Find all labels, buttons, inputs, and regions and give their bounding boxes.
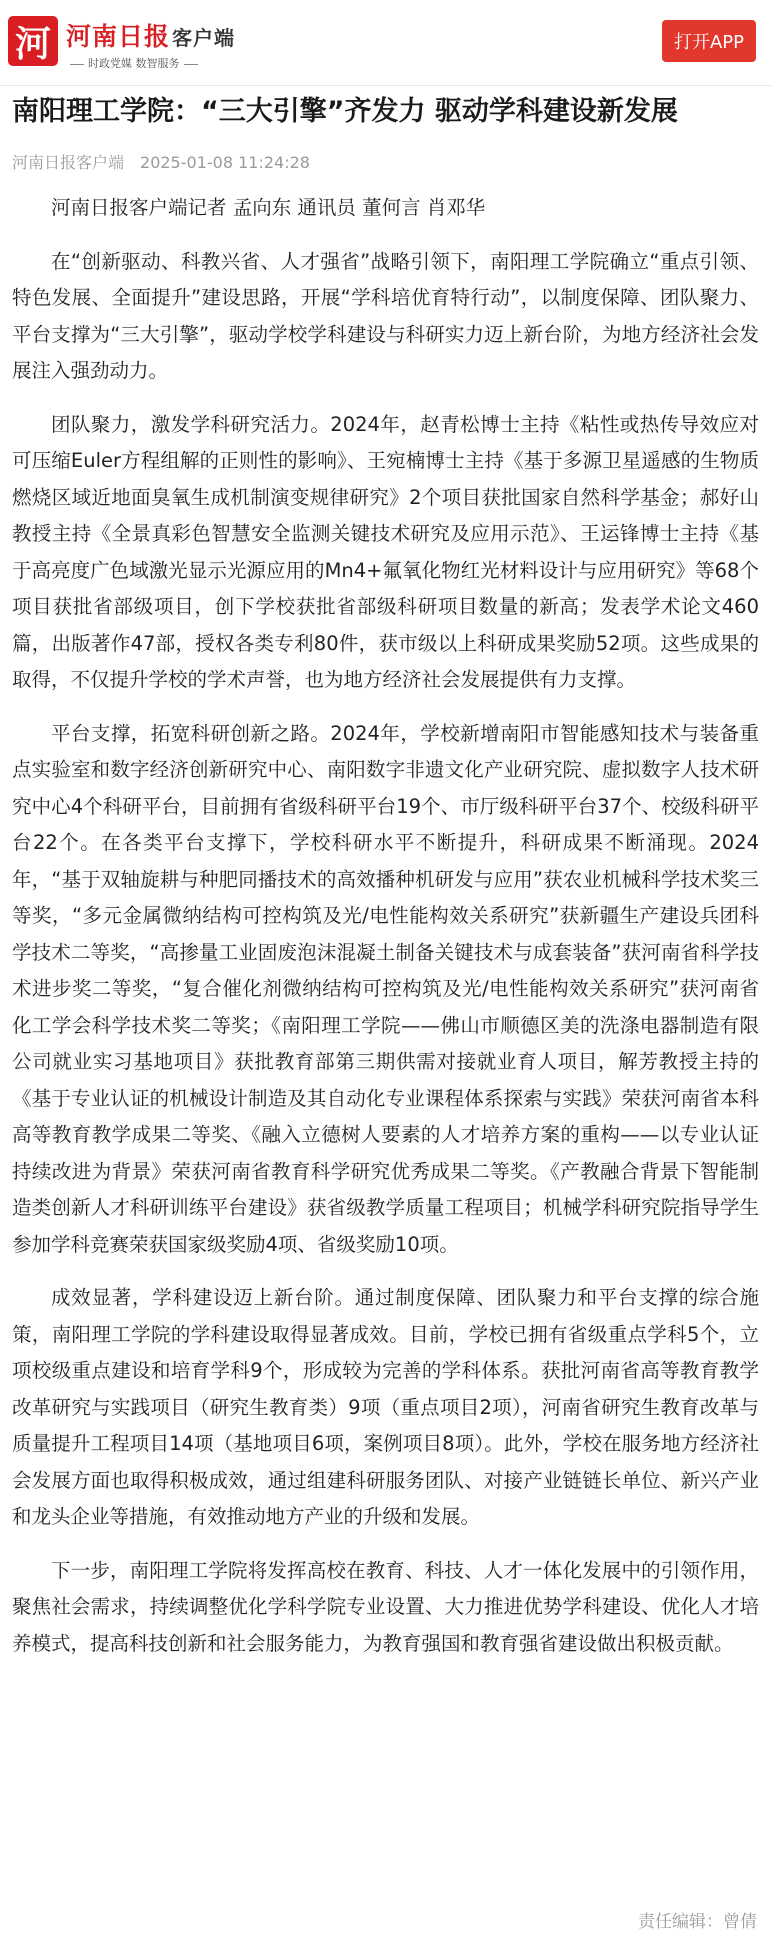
top-banner [0,0,771,86]
article-title: 南阳理工学院：“三大引擎”齐发力 驱动学科建设新发展 [12,96,678,127]
paragraph: 下一步，南阳理工学院将发挥高校在教育、科技、人才一体化发展中的引领作用，聚焦社会需求，持续调整优化学科学院专业设置、大力推进优势学科建设、优化人才培养模式，提高科技创新和社会服务能力，为教育强国和教育强省建设做出积极贡献。 [12,1558,759,1655]
article-source: 河南日报客户端 [12,153,125,172]
brand-slogan [66,55,202,71]
paragraph: 平台支撑，拓宽科研创新之路。2024年，学校新增南阳市智能感知技术与装备重点实验室和数字经济创新研究中心、南阳数字非遗文化产业研究院、虚拟数字人技术研究中心4个科研平台，目前拥有省级科研平台19个、市厅级科研平台37个、校级科研平台22个。在各类平台支撑下，学校科研水平不断提升，科研成果不断涌现。2024年，“基于双轴旋耕与种肥同播技术的高效播种机研发与应用”获农业机械科学技术奖三等奖，“多元金属微纳结构可控构筑及光/电性能构效关系研究”获新疆生产建设兵团科学技术二等奖，“高掺量工业固废泡沫混凝土制备关键技术与成套装备”获河南省科学技术进步奖二等奖，“复合催化剂微纳结构可控构筑及光/电性能构效关系研究”获河南省化工学会科学技术奖二等奖；《南阳理工学院——佛山市顺德区美的洗涤电器制造有限公司就业实习基地项目》获批教育部第三期供需对接就业育人项目，解芳教授主持的《基于专业认证的机械设计制造及其自动化专业课程体系探索与实践》荣获河南省本科高等教育教学成果二等奖、《融入立德树人要素的人才培养方案的重构——以专业认证持续改进为背景》荣获河南省教育科学研究优秀成果二等奖。《产教融合背景下智能制造类创新人才科研训练平台建设》获省级教学质量工程项目；机械学科研究院指导学生参加学科竞赛荣获国家级奖励4项、省级奖励10项。 [12,721,759,1256]
open-app-button[interactable]: 打开APP [662,20,756,62]
slogan-text: 时政党媒 数智服务 [88,57,180,70]
slogan-line-right [184,64,198,65]
paragraph: 团队聚力，激发学科研究活力。2024年，赵青松博士主持《粘性或热传导效应对可压缩Euler方程组解的正则性的影响》、王宛楠博士主持《基于多源卫星遥感的生物质燃烧区域近地面臭氧生成机制演变规律研究》2个项目获批国家自然科学基金；郝好山教授主持《全景真彩色智慧安全监测关键技术研究及应用示范》、王运锋博士主持《基于高亮度广色域激光显示光源应用的Mn4+氟氧化物红光材料设计与应用研究》等68个项目获批省部级项目，创下学校获批省部级科研项目数量的新高；发表学术论文460篇，出版著作47部，授权各类专利80件，获市级以上科研成果奖励52项。这些成果的取得，不仅提升学校的学术声誉，也为地方经济社会发展提供有力支撑。 [12,412,759,691]
paragraph: 在“创新驱动、科教兴省、人才强省”战略引领下，南阳理工学院确立“重点引领、特色发展、全面提升”建设思路，开展“学科培优育特行动”，以制度保障、团队聚力、平台支撑为“三大引擎”，驱动学校学科建设与科研实力迈上新台阶，为地方经济社会发展注入强劲动力。 [12,249,759,382]
brand-name [66,17,235,53]
paragraph: 成效显著，学科建设迈上新台阶。通过制度保障、团队聚力和平台支撑的综合施策，南阳理工学院的学科建设取得显著成效。目前，学校已拥有省级重点学科5个，立项校级重点建设和培育学科9个，形成较为完善的学科体系。获批河南省高等教育教学改革研究与实践项目（研究生教育类）9项（重点项目2项），河南省研究生教育改革与质量提升工程项目14项（基地项目6项，案例项目8项）。此外，学校在服务地方经济社会发展方面也取得积极成效，通过组建科研服务团队、对接产业链链长单位、新兴产业和龙头企业等措施，有效推动地方产业的升级和发展。 [12,1286,759,1528]
article-body [12,190,759,1679]
article-meta [12,150,310,173]
article-datetime: 2025-01-08 11:24:28 [140,153,310,172]
brand-suffix: 客户端 [172,26,236,50]
slogan-line-left [70,64,84,65]
logo-icon[interactable]: 河 [8,16,58,66]
brand-title: 河南日报 [66,22,171,51]
responsible-editor: 责任编辑：曾倩 [638,1912,757,1932]
paragraph-byline: 河南日报客户端记者 孟向东 通讯员 董何言 肖邓华 [51,196,486,219]
